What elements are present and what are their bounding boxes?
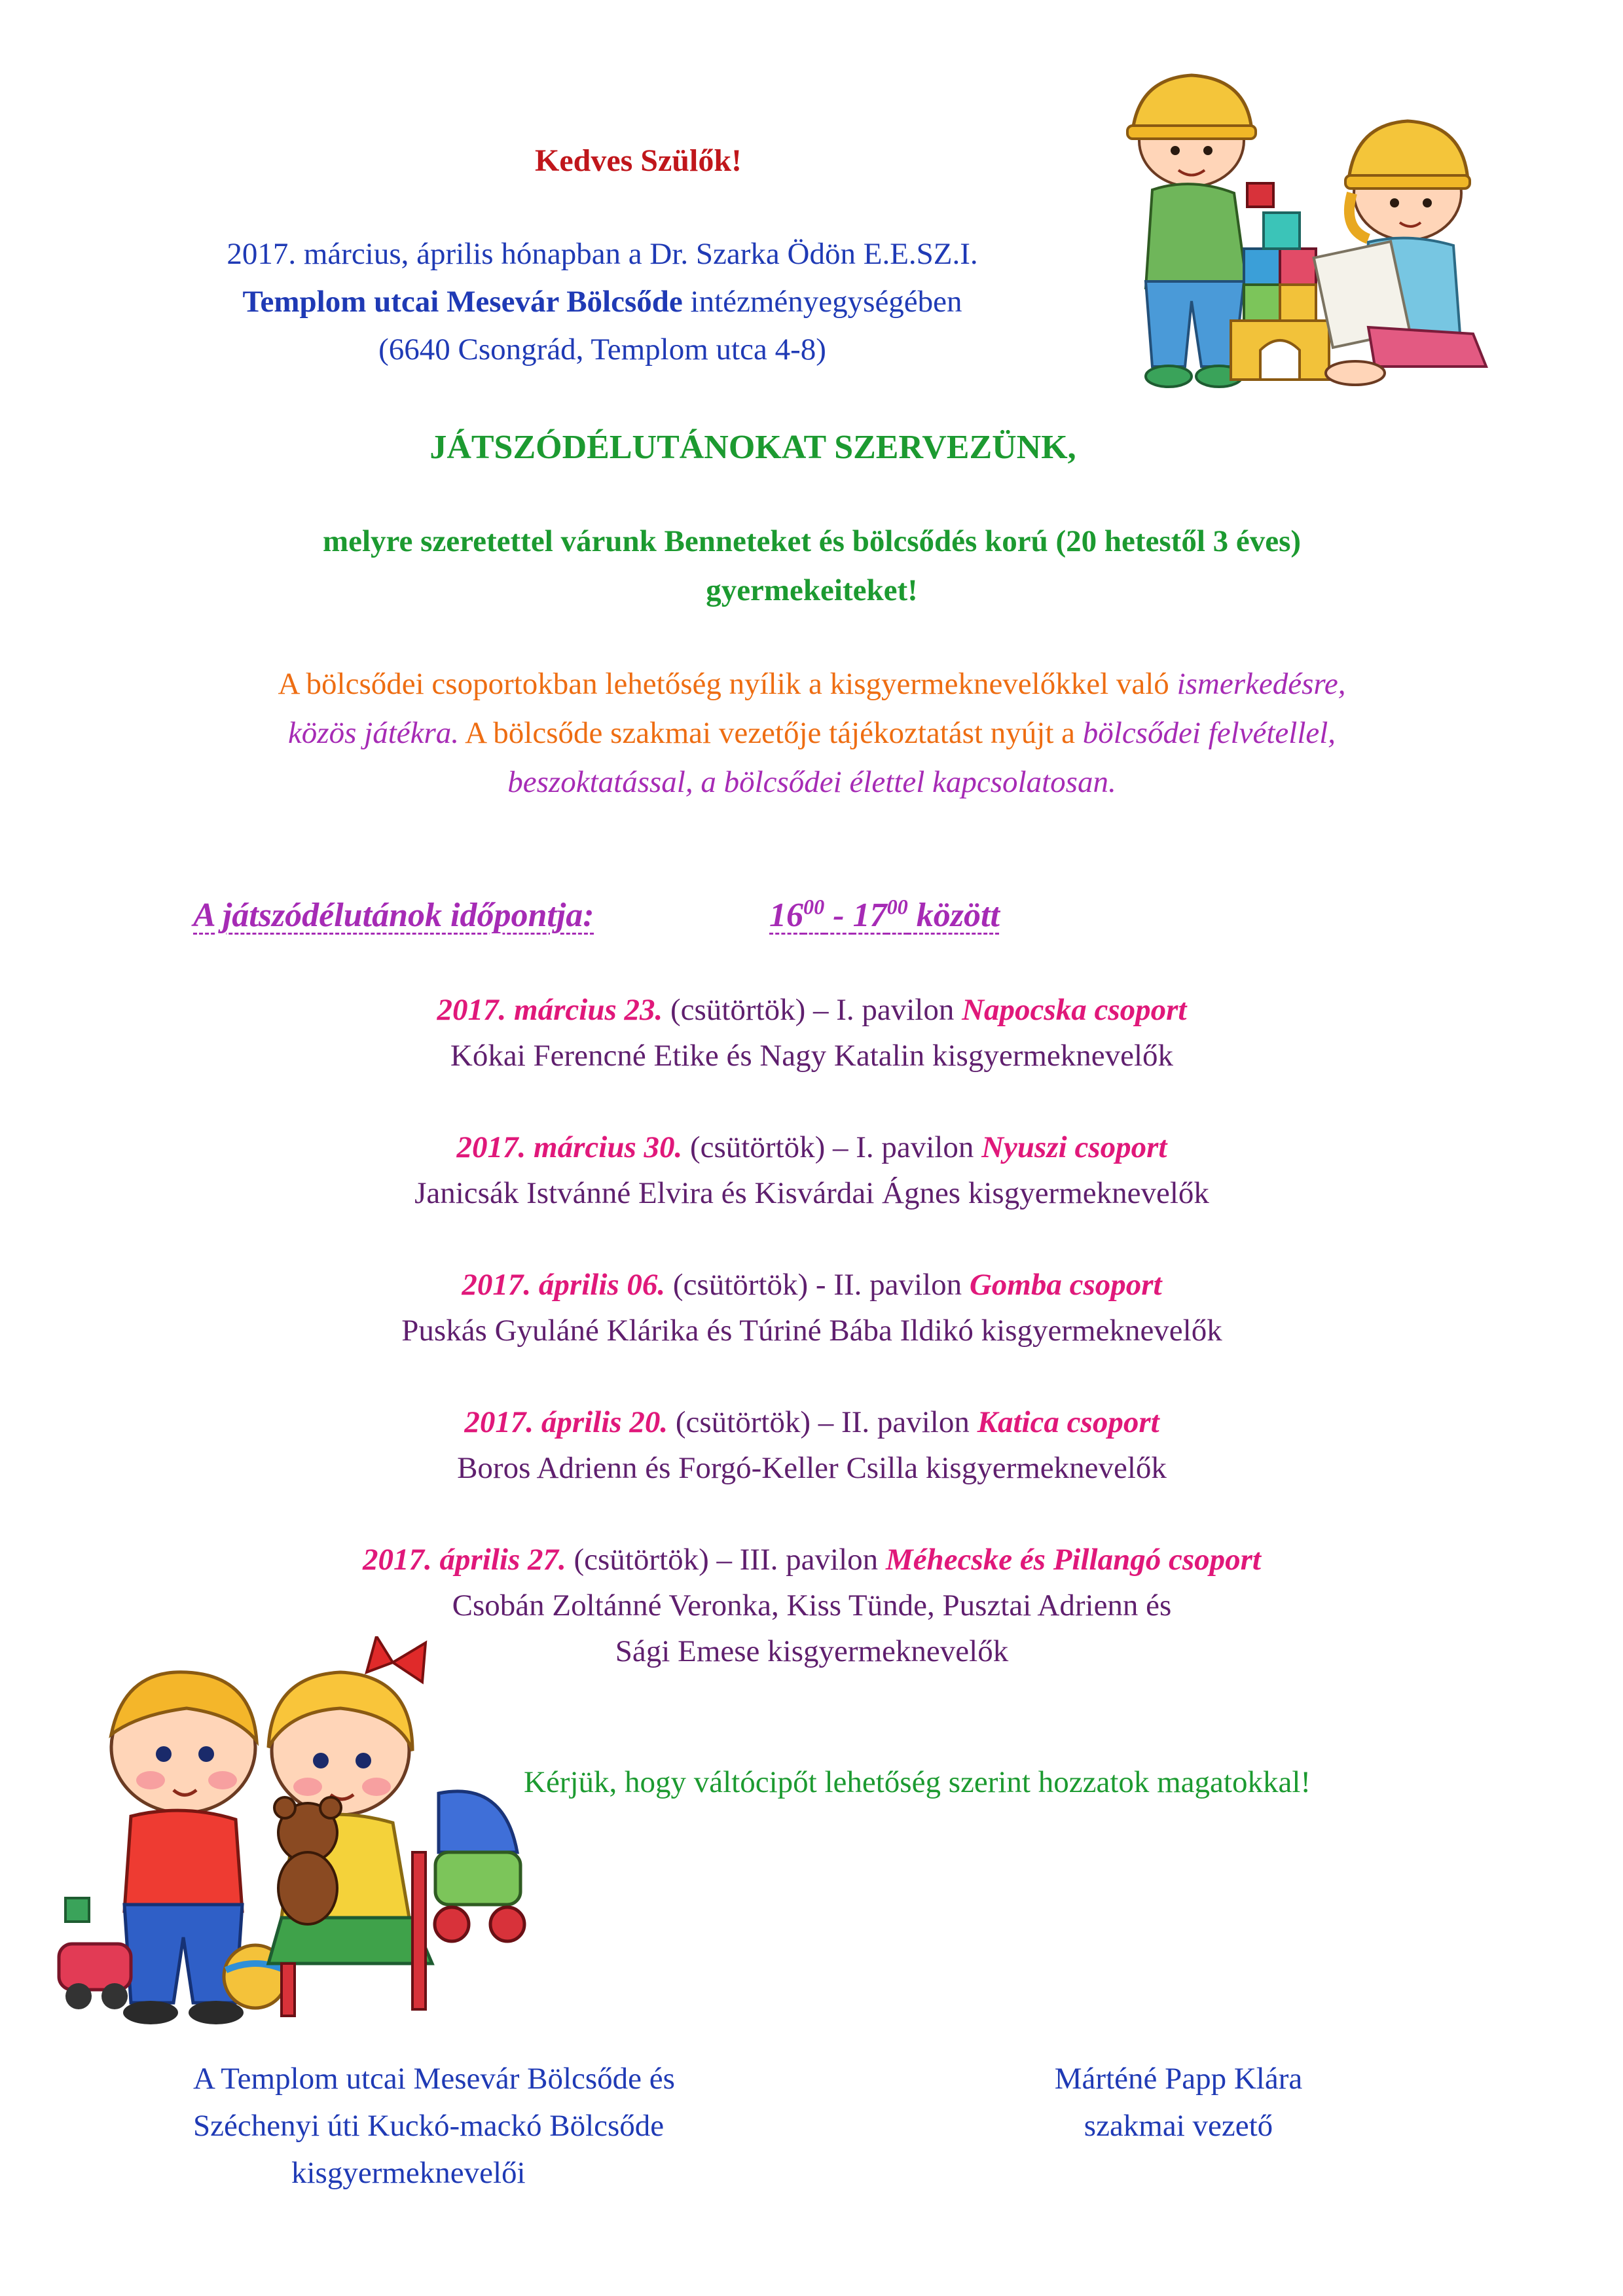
signer-title: szakmai vezető <box>1084 2109 1273 2143</box>
event-item: 2017. április 20. (csütörtök) – II. pavilon Katica csoport Boros Adrienn és Forgó-Keller Csilla kisgyermeknevelők <box>457 1405 1167 1485</box>
intro-address: (6640 Csongrád, Templom utca 4-8) <box>378 332 826 367</box>
event-item: 2017. április 06. (csütörtök) - II. pavilon Gomba csoport Puskás Gyuláné Klárika és Túriné Bába Ildikó kisgyermeknevelők <box>401 1268 1222 1348</box>
intro-block <box>144 230 1061 374</box>
invite-text: melyre szeretettel várunk Benneteket és bölcsődés korú (20 hetestől 3 éves) gyermekeiteket! <box>322 524 1302 607</box>
nursery-name: Templom utcai Mesevár Bölcsőde <box>242 285 683 319</box>
children-with-toys-illustration <box>46 1636 530 2042</box>
event-list <box>196 987 1427 1674</box>
headline: JÁTSZÓDÉLUTÁNOKAT SZERVEZÜNK, <box>429 429 1076 466</box>
footer-left: A Templom utcai Mesevár Bölcsőde és Széchenyi úti Kuckó-mackó Bölcsőde kisgyermeknevelői <box>193 2062 675 2190</box>
schedule-label: A játszódélutánok időpontja: <box>193 897 594 934</box>
intro-line-1: 2017. március, április hónapban a Dr. Szarka Ödön E.E.SZ.I. <box>227 237 978 271</box>
footer-right <box>1021 2055 1336 2149</box>
signer-name: Márténé Papp Klára <box>1054 2062 1303 2096</box>
greeting: Kedves Szülők! <box>534 143 742 178</box>
event-item: 2017. március 23. (csütörtök) – I. pavilon Napocska csoport Kókai Ferencné Etike és Nagy Katalin kisgyermeknevelők <box>437 993 1187 1073</box>
event-item: 2017. március 30. (csütörtök) – I. pavilon Nyuszi csoport Janicsák Istvánné Elvira és Kisvárdai Ágnes kisgyermeknevelők <box>414 1130 1209 1210</box>
info-paragraph: A bölcsődei csoportokban lehetőség nyílik a kisgyermeknevelőkkel való ismerkedésre, közös játékra. A bölcsőde szakmai vezetője tájékoztatást nyújt a bölcsődei felvétellel, beszoktatással, a bölcsődei élettel kapcsolatosan. <box>278 667 1346 799</box>
intro-line-2: Templom utcai Mesevár Bölcsőde intézményegységében <box>242 285 962 319</box>
children-building-blocks-illustration <box>1080 52 1499 419</box>
event-item: 2017. április 27. (csütörtök) – III. pavilon Méhecske és Pillangó csoport Csobán Zoltánné Veronka, Kiss Tünde, Pusztai Adrienn és Sági Emese kisgyermeknevelők <box>362 1543 1261 1668</box>
schedule-time: $16^{00} - 17^{00}$ között <box>769 895 1000 934</box>
shoes-note: Kérjük, hogy váltócipőt lehetőség szerint hozzatok magatokkal! <box>524 1765 1311 1799</box>
schedule-header <box>193 890 1437 941</box>
